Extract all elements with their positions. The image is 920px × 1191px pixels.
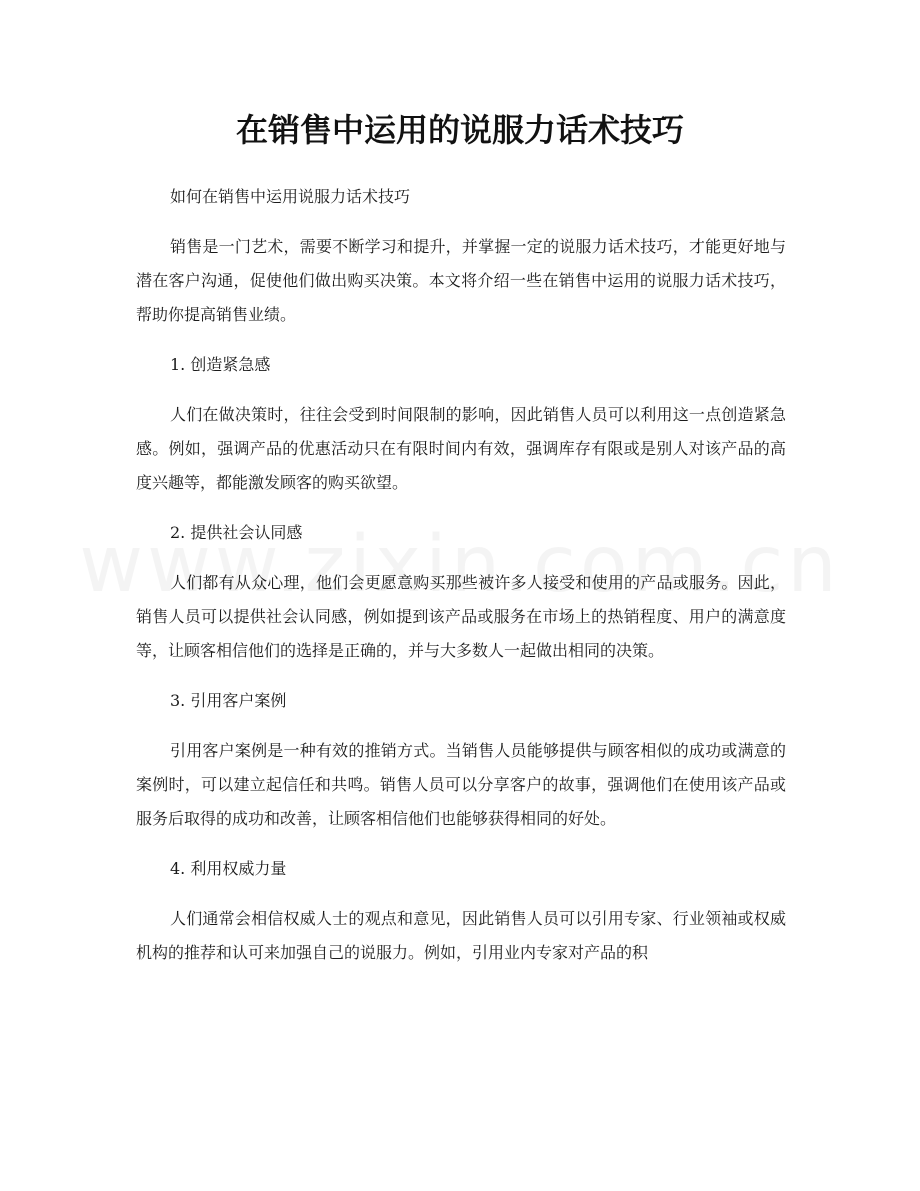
section-paragraph-1: 人们在做决策时，往往会受到时间限制的影响，因此销售人员可以利用这一点创造紧急感。例如，强调产品的优惠活动只在有限时间内有效，强调库存有限或是别人对该产品的高度兴趣等，都能激发顾客的购买欲望。 (136, 405, 786, 492)
intro-paragraph: 销售是一门艺术，需要不断学习和提升，并掌握一定的说服力话术技巧，才能更好地与潜在客户沟通，促使他们做出购买决策。本文将介绍一些在销售中运用的说服力话术技巧，帮助你提高销售业绩。 (136, 237, 786, 324)
section-paragraph-2: 人们都有从众心理，他们会更愿意购买那些被许多人接受和使用的产品或服务。因此，销售人员可以提供社会认同感，例如提到该产品或服务在市场上的热销程度、用户的满意度等，让顾客相信他们的选择是正确的，并与大多数人一起做出相同的决策。 (136, 573, 786, 660)
section-paragraph-3: 引用客户案例是一种有效的推销方式。当销售人员能够提供与顾客相似的成功或满意的案例时，可以建立起信任和共鸣。销售人员可以分享客户的故事，强调他们在使用该产品或服务后取得的成功和改善，让顾客相信他们也能够获得相同的好处。 (136, 741, 786, 828)
section-heading-2: 2. 提供社会认同感 (170, 523, 303, 542)
intro-heading: 如何在销售中运用说服力话术技巧 (170, 187, 411, 206)
section-paragraph-4: 人们通常会相信权威人士的观点和意见，因此销售人员可以引用专家、行业领袖或权威机构的推荐和认可来加强自己的说服力。例如，引用业内专家对产品的积 (136, 909, 786, 962)
section-heading-4: 4. 利用权威力量 (170, 859, 287, 878)
section-heading-1: 1. 创造紧急感 (170, 355, 271, 374)
page-title: 在销售中运用的说服力话术技巧 (235, 111, 684, 149)
document-body (136, 180, 786, 970)
section-heading-3: 3. 引用客户案例 (170, 691, 287, 710)
